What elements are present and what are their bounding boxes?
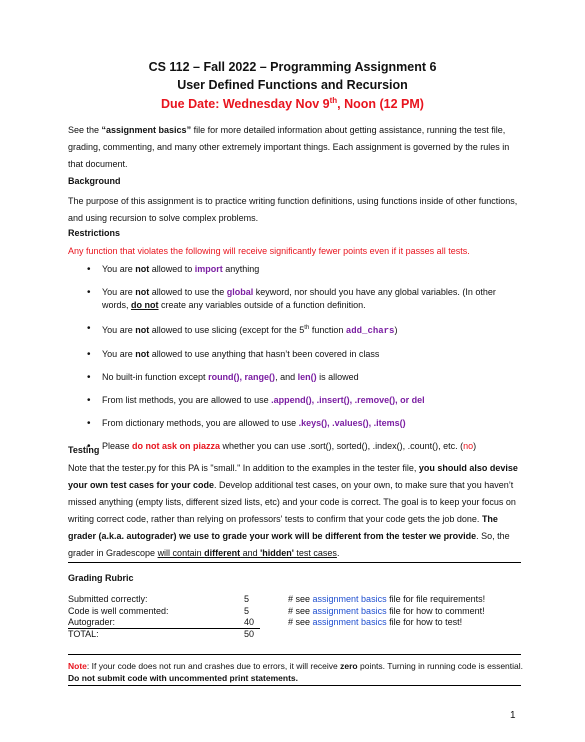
- assignment-basics-link[interactable]: assignment basics: [312, 594, 387, 604]
- testing-heading: Testing: [68, 445, 100, 455]
- background-heading: Background: [68, 176, 121, 186]
- assignment-basics-link[interactable]: assignment basics: [312, 605, 387, 616]
- list-item: • You are not allowed to use anything that hasn’t been covered in class: [68, 348, 523, 361]
- divider: [68, 654, 521, 655]
- background-paragraph: The purpose of this assignment is to practice writing function definitions, using functions inside of other functions, and using recursion to solve complex problems.: [68, 196, 518, 223]
- list-item: • From dictionary methods, you are allowed to use .keys(), .values(), .items(): [68, 417, 523, 430]
- divider: [68, 685, 521, 686]
- due-date: Due Date: Wednesday Nov 9th, Noon (12 PM): [161, 96, 424, 112]
- footnote: Note: If your code does not run and crashes due to errors, it will receive zero points. Turning in running code is essential. Do not submit code with uncommented print statements.: [68, 661, 524, 683]
- rubric-row: Submitted correctly: 5 # see assignment basics file for file requirements!: [68, 594, 486, 604]
- restrictions-heading: Restrictions: [68, 228, 121, 238]
- rubric-heading: Grading Rubric: [68, 573, 134, 583]
- list-item: • Please do not ask on piazza whether you can use .sort(), sorted(), .index(), .count(), etc. (no): [68, 440, 523, 453]
- assignment-title: User Defined Functions and Recursion: [177, 78, 408, 92]
- page-number: 1: [510, 710, 516, 721]
- course-title: CS 112 – Fall 2022 – Programming Assignment 6: [148, 60, 437, 74]
- rubric-row: Autograder: 40 # see assignment basics file for how to test!: [68, 617, 463, 627]
- restrictions-list: [68, 263, 523, 463]
- rubric-total-row: TOTAL: 50: [68, 628, 255, 639]
- rubric-table: [68, 594, 523, 640]
- assignment-basics-link[interactable]: assignment basics: [312, 617, 387, 627]
- divider: [68, 562, 521, 563]
- restrictions-warning: Any function that violates the following will receive significantly fewer points even if it passes all tests.: [68, 246, 470, 256]
- rubric-row: Code is well commented: 5 # see assignment basics file for how to comment!: [68, 605, 485, 616]
- list-item: • You are not allowed to use the global keyword, nor should you have any global variables. (In other words, do not create any variables outside of a function definition.: [68, 286, 523, 312]
- list-item: • You are not allowed to import anything: [68, 263, 523, 276]
- list-item: • From list methods, you are allowed to use .append(), .insert(), .remove(), or del: [68, 394, 523, 407]
- intro-paragraph: See the “assignment basics” file for more detailed information about getting assistance, running the test file, grading, commenting, and many other extremely important things. Each assignment is governed by the rules in that document.: [68, 125, 510, 169]
- testing-paragraph: Note that the tester.py for this PA is "small." In addition to the examples in the tester file, you should also devise your own test cases for your code. Develop additional test cases, on your own, to make sure that you haven’t missed anything (empty lists, different sized lists, etc) and your code is correct. The goal is to keep your focus on writing correct code, rather than relying on professors' tests to confirm that your code gets the job done. The grader (a.k.a. autograder) we use to grade your work will be different from the tester we provide. So, the grader in Gradescope will contain different and 'hidden' test cases.: [68, 463, 518, 558]
- list-item: • No built-in function except round(), range(), and len() is allowed: [68, 371, 523, 384]
- list-item: • You are not allowed to use slicing (except for the 5th function add_chars): [68, 322, 523, 338]
